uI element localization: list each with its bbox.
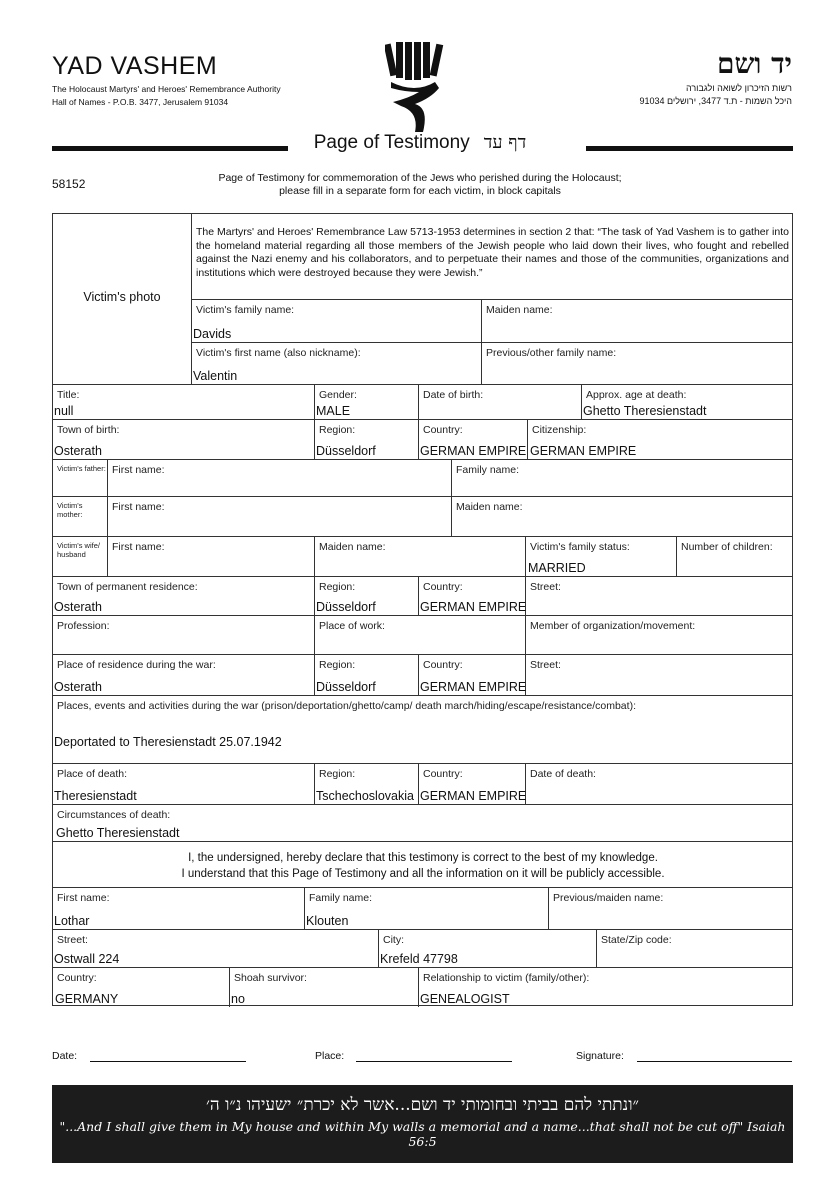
submitter-survivor-value: no	[231, 992, 245, 1006]
yad-vashem-logo-icon	[385, 42, 447, 132]
victim-first-name-label: Victim's first name (also nickname):	[196, 347, 361, 359]
town-birth-field[interactable]	[53, 420, 315, 460]
citizenship-label: Citizenship:	[532, 424, 587, 436]
spouse-label: Victim's wife/ husband	[57, 541, 100, 559]
war-street-label: Street:	[530, 659, 561, 671]
page-title-english: Page of Testimony	[313, 132, 470, 153]
victim-previous-name-label: Previous/other family name:	[486, 347, 617, 359]
page-title-hebrew: דף עד	[483, 132, 527, 153]
citizenship-value: GERMAN EMPIRE	[530, 444, 637, 458]
father-first-name-label: First name:	[112, 464, 165, 476]
death-region-label: Region:	[319, 768, 356, 780]
family-status-value: MARRIED	[528, 561, 586, 575]
gender-value: MALE	[316, 404, 351, 418]
children-field[interactable]	[677, 537, 793, 577]
submitter-street-label: Street:	[57, 934, 88, 946]
org-block-english	[52, 52, 281, 109]
residence-country-label: Country:	[423, 581, 463, 593]
places-events-value: Deportated to Theresienstadt 25.07.1942	[54, 735, 282, 749]
mother-first-name-field[interactable]	[108, 497, 452, 537]
submitter-family-name-label: Family name:	[309, 892, 373, 904]
victim-family-name-label: Victim's family name:	[196, 304, 295, 316]
birth-country-value: GERMAN EMPIRE	[420, 444, 527, 458]
residence-war-field[interactable]	[53, 655, 315, 696]
war-region-label: Region:	[319, 659, 356, 671]
date-label: Date:	[52, 1050, 78, 1062]
spouse-first-name-label: First name:	[112, 541, 165, 553]
father-label: Victim's father:	[57, 464, 106, 473]
header-rule-right	[586, 146, 793, 151]
war-region-field[interactable]	[315, 655, 419, 696]
submitter-city-field[interactable]	[379, 930, 597, 968]
birth-country-field[interactable]	[419, 420, 528, 460]
death-region-value: Tschechoslovakia	[316, 789, 414, 803]
mother-maiden-name-label: Maiden name:	[456, 501, 523, 513]
spouse-maiden-name-label: Maiden name:	[319, 541, 386, 553]
residence-country-field[interactable]	[419, 577, 526, 616]
place-death-value: Theresienstadt	[54, 789, 137, 803]
places-events-label: Places, events and activities during the war (prison/deportation/ghetto/camp/ death march/hiding/escape/resistance/combat):	[57, 700, 636, 712]
submitter-survivor-field[interactable]	[230, 968, 419, 1007]
mother-maiden-name-field[interactable]	[452, 497, 793, 537]
profession-field[interactable]	[53, 616, 315, 655]
submitter-family-name-value: Klouten	[306, 914, 349, 928]
declaration-text	[53, 850, 793, 882]
residence-war-value: Osterath	[54, 680, 102, 694]
victim-first-name-value: Valentin	[193, 369, 238, 383]
submitter-city-label: City:	[383, 934, 404, 946]
birth-region-field[interactable]	[315, 420, 419, 460]
circumstances-label: Circumstances of death:	[57, 809, 171, 821]
town-residence-value: Osterath	[54, 600, 102, 614]
declaration-line-2: I understand that this Page of Testimony and all the information on it will be publicly accessible.	[181, 868, 665, 880]
title-field[interactable]	[53, 385, 315, 420]
places-events-field[interactable]	[53, 696, 793, 764]
victim-maiden-name-label: Maiden name:	[486, 304, 553, 316]
workplace-label: Place of work:	[319, 620, 385, 632]
father-row-label-cell	[53, 460, 108, 497]
town-birth-value: Osterath	[54, 444, 102, 458]
submitter-country-field[interactable]	[53, 968, 230, 1007]
victim-photo-box[interactable]	[53, 214, 192, 385]
place-death-label: Place of death:	[57, 768, 128, 780]
death-country-field[interactable]	[419, 764, 526, 805]
children-label: Number of children:	[681, 541, 773, 553]
org-subtitle: The Holocaust Martyrs' and Heroes' Remembrance Authority	[52, 84, 281, 94]
date-line	[90, 1061, 246, 1062]
father-family-name-label: Family name:	[456, 464, 520, 476]
victim-family-name-field[interactable]	[192, 300, 482, 343]
banner-hebrew-quote: ״ונתתי להם בביתי ובחומותי יד ושם...אשר לא יכרת״ ישעיהו נ״ו ה׳	[205, 1095, 640, 1115]
family-status-label: Victim's family status:	[530, 541, 630, 553]
submitter-prev-name-label: Previous/maiden name:	[553, 892, 664, 904]
circumstances-value: Ghetto Theresienstadt	[56, 826, 180, 840]
citizenship-field[interactable]	[528, 420, 793, 460]
spouse-first-name-field[interactable]	[108, 537, 315, 577]
residence-region-label: Region:	[319, 581, 356, 593]
law-text: The Martyrs' and Heroes' Remembrance Law 5713-1953 determines in section 2 that: “The task of Yad Vashem is to gather into the homeland material regarding all those members of the Jewish people who laid down their lives, who fought and rebelled against the Nazi enemy and his collaborators, and to perpetuate their names and those of the communities, organizations and institutions which were destroyed because they were Jewish.”	[196, 226, 789, 279]
dob-field[interactable]	[419, 385, 582, 420]
declaration-box	[53, 842, 793, 888]
member-org-field[interactable]	[526, 616, 793, 655]
org-address-hebrew: היכל השמות - ת.ד 3477, ירושלים 91034	[639, 96, 792, 106]
victim-previous-name-field[interactable]	[482, 343, 793, 385]
reference-number: 58152	[52, 177, 86, 191]
gender-field[interactable]	[315, 385, 419, 420]
age-death-field[interactable]	[582, 385, 793, 420]
declaration-line-1: I, the undersigned, hereby declare that this testimony is correct to the best of my knowledge.	[188, 852, 658, 864]
submitter-relationship-label: Relationship to victim (family/other):	[423, 972, 590, 984]
death-country-value: GERMAN EMPIRE	[420, 789, 527, 803]
instructions	[170, 172, 670, 198]
spouse-row-label-cell	[53, 537, 108, 577]
gender-label: Gender:	[319, 389, 357, 401]
death-country-label: Country:	[423, 768, 463, 780]
profession-label: Profession:	[57, 620, 110, 632]
town-birth-label: Town of birth:	[57, 424, 120, 436]
town-residence-label: Town of permanent residence:	[57, 581, 198, 593]
submitter-survivor-label: Shoah survivor:	[234, 972, 307, 984]
instructions-line-2: please fill in a separate form for each victim, in block capitals	[279, 185, 561, 197]
instructions-line-1: Page of Testimony for commemoration of the Jews who perished during the Holocaust;	[218, 172, 622, 184]
mother-row-label-cell	[53, 497, 108, 537]
date-death-label: Date of death:	[530, 768, 596, 780]
birth-region-value: Düsseldorf	[316, 444, 376, 458]
org-name: YAD VASHEM	[52, 52, 218, 80]
submitter-state-label: State/Zip code:	[601, 934, 672, 946]
victim-family-name-value: Davids	[193, 327, 232, 341]
org-block-hebrew	[639, 48, 792, 108]
title-label: Title:	[57, 389, 80, 401]
residence-region-value: Düsseldorf	[316, 600, 376, 614]
war-street-field[interactable]	[526, 655, 793, 696]
spouse-maiden-name-field[interactable]	[315, 537, 526, 577]
war-country-field[interactable]	[419, 655, 526, 696]
member-org-label: Member of organization/movement:	[530, 620, 696, 632]
submitter-relationship-value: GENEALOGIST	[420, 992, 510, 1006]
father-first-name-field[interactable]	[108, 460, 452, 497]
death-region-field[interactable]	[315, 764, 419, 805]
age-death-label: Approx. age at death:	[586, 389, 687, 401]
signature-label: Signature:	[576, 1050, 624, 1062]
org-address: Hall of Names - P.O.B. 3477, Jerusalem 91034	[52, 97, 229, 107]
place-death-field[interactable]	[53, 764, 315, 805]
submitter-street-value: Ostwall 224	[54, 952, 120, 966]
circumstances-field[interactable]	[53, 805, 793, 842]
age-death-value: Ghetto Theresienstadt	[583, 404, 707, 418]
residence-war-label: Place of residence during the war:	[57, 659, 216, 671]
father-family-name-field[interactable]	[452, 460, 793, 497]
submitter-country-value: GERMANY	[55, 992, 119, 1006]
submitter-first-name-field[interactable]	[53, 888, 305, 930]
date-death-field[interactable]	[526, 764, 793, 805]
victim-photo-label: Victim's photo	[83, 290, 161, 304]
residence-region-field[interactable]	[315, 577, 419, 616]
war-region-value: Düsseldorf	[316, 680, 376, 694]
quote-banner	[52, 1085, 793, 1163]
workplace-field[interactable]	[315, 616, 526, 655]
submitter-state-field[interactable]	[597, 930, 793, 968]
submitter-street-field[interactable]	[53, 930, 379, 968]
residence-country-value: GERMAN EMPIRE	[420, 600, 527, 614]
page-title	[270, 132, 570, 154]
town-residence-field[interactable]	[53, 577, 315, 616]
victim-first-name-field[interactable]	[192, 343, 482, 385]
header-rule-left	[52, 146, 288, 151]
mother-label: Victim's mother:	[57, 501, 83, 519]
place-line	[356, 1061, 512, 1062]
submitter-city-value: Krefeld 47798	[380, 952, 458, 966]
org-subtitle-hebrew: רשות הזיכרון לשואה ולגבורה	[685, 83, 792, 93]
victim-maiden-name-field[interactable]	[482, 300, 793, 343]
submitter-family-name-field[interactable]	[305, 888, 549, 930]
war-country-label: Country:	[423, 659, 463, 671]
signature-line	[637, 1061, 792, 1062]
dob-label: Date of birth:	[423, 389, 484, 401]
family-status-field[interactable]	[526, 537, 677, 577]
submitter-country-label: Country:	[57, 972, 97, 984]
birth-country-label: Country:	[423, 424, 463, 436]
banner-english-quote: "...And I shall give them in My house and within My walls a memorial and a name...that shall not be cut off" Isaiah 56:5	[59, 1119, 786, 1149]
org-name-hebrew: יד ושם	[716, 47, 792, 80]
mother-first-name-label: First name:	[112, 501, 165, 513]
testimony-form	[52, 213, 793, 1006]
submitter-relationship-field[interactable]	[419, 968, 793, 1007]
date-signature-field[interactable]	[52, 1050, 77, 1062]
law-text-box	[192, 214, 793, 300]
submitter-first-name-value: Lothar	[54, 914, 90, 928]
submitter-first-name-label: First name:	[57, 892, 110, 904]
residence-street-label: Street:	[530, 581, 561, 593]
signature-field[interactable]	[576, 1050, 624, 1062]
residence-street-field[interactable]	[526, 577, 793, 616]
submitter-prev-name-field[interactable]	[549, 888, 793, 930]
place-signature-field[interactable]	[315, 1050, 344, 1062]
birth-region-label: Region:	[319, 424, 356, 436]
title-value: null	[54, 404, 74, 418]
war-country-value: GERMAN EMPIRE	[420, 680, 527, 694]
place-label: Place:	[315, 1050, 345, 1062]
